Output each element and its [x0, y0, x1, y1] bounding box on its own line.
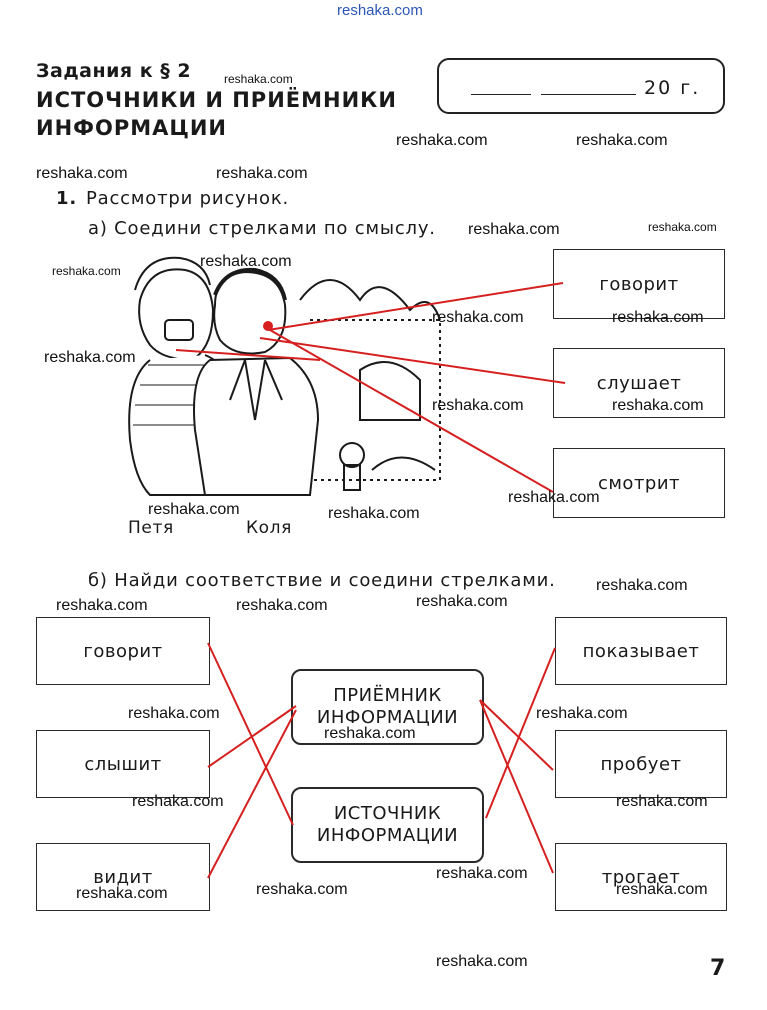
watermark: reshaka.com — [536, 705, 628, 722]
verb-box-label: говорит — [599, 273, 679, 295]
watermark: reshaka.com — [596, 577, 688, 594]
left-box-label: слышит — [84, 753, 162, 775]
left-box-label: говорит — [83, 640, 163, 662]
page-number: 7 — [710, 956, 726, 981]
watermark: reshaka.com — [200, 253, 292, 270]
watermark: reshaka.com — [216, 165, 308, 182]
verb-box-label: смотрит — [597, 472, 681, 494]
watermark: reshaka.com — [328, 505, 420, 522]
watermark: reshaka.com — [128, 705, 220, 722]
center-box-line2: ИНФОРМАЦИИ — [316, 707, 459, 728]
assignment-label: Задания к § 2 — [36, 60, 192, 82]
watermark: reshaka.com — [612, 397, 704, 414]
watermark: reshaka.com — [224, 72, 293, 86]
right-box-label: трогает — [601, 866, 681, 888]
watermark: reshaka.com — [148, 501, 240, 518]
center-box-line2: ИНФОРМАЦИИ — [316, 825, 459, 846]
line-petya-listens — [176, 350, 320, 360]
watermark: reshaka.com — [132, 793, 224, 810]
center-box-line1: ПРИЁМНИК — [333, 684, 442, 706]
watermark: reshaka.com — [508, 489, 600, 506]
part-b-instruction: б) Найди соответствие и соедини стрелками. — [88, 570, 556, 591]
verb-box-label: слушает — [596, 372, 682, 394]
watermark: reshaka.com — [436, 865, 528, 882]
watermark: reshaka.com — [432, 309, 524, 326]
watermark: reshaka.com — [52, 264, 121, 278]
left-box-label: видит — [93, 866, 153, 888]
page-title-line2: ИНФОРМАЦИИ — [36, 116, 228, 140]
watermark: reshaka.com — [436, 953, 528, 970]
task-number: 1. — [56, 188, 77, 209]
right-box-label: показывает — [582, 640, 700, 662]
watermark: reshaka.com — [396, 132, 488, 149]
part-a-instruction: а) Соедини стрелками по смыслу. — [88, 218, 436, 239]
task-instruction: Рассмотри рисунок. — [86, 188, 290, 209]
watermark: reshaka.com — [648, 220, 717, 234]
watermark: reshaka.com — [468, 221, 560, 238]
watermark: reshaka.com — [44, 349, 136, 366]
watermark: reshaka.com — [576, 132, 668, 149]
watermark: reshaka.com — [432, 397, 524, 414]
line-shows-source — [486, 648, 555, 818]
watermark: reshaka.com — [616, 881, 708, 898]
watermark: reshaka.com — [616, 793, 708, 810]
watermark: reshaka.com — [36, 165, 128, 182]
watermark: reshaka.com — [416, 593, 508, 610]
watermark: reshaka.com — [256, 881, 348, 898]
line-kolya-listens — [260, 338, 565, 383]
watermark: reshaka.com — [76, 885, 168, 902]
watermark-top: reshaka.com — [337, 2, 423, 19]
name-kolya: Коля — [246, 518, 292, 538]
watermark: reshaka.com — [612, 309, 704, 326]
center-box-line1: ИСТОЧНИК — [333, 802, 442, 824]
watermark: reshaka.com — [236, 597, 328, 614]
name-petya: Петя — [128, 518, 174, 538]
line-touches-receiver — [480, 700, 553, 873]
watermark: reshaka.com — [324, 725, 416, 742]
page-title-line1: ИСТОЧНИКИ И ПРИЁМНИКИ — [36, 88, 397, 112]
watermark: reshaka.com — [56, 597, 148, 614]
date-year-label: 20 г. — [644, 77, 701, 99]
right-box-label: пробует — [600, 753, 682, 775]
